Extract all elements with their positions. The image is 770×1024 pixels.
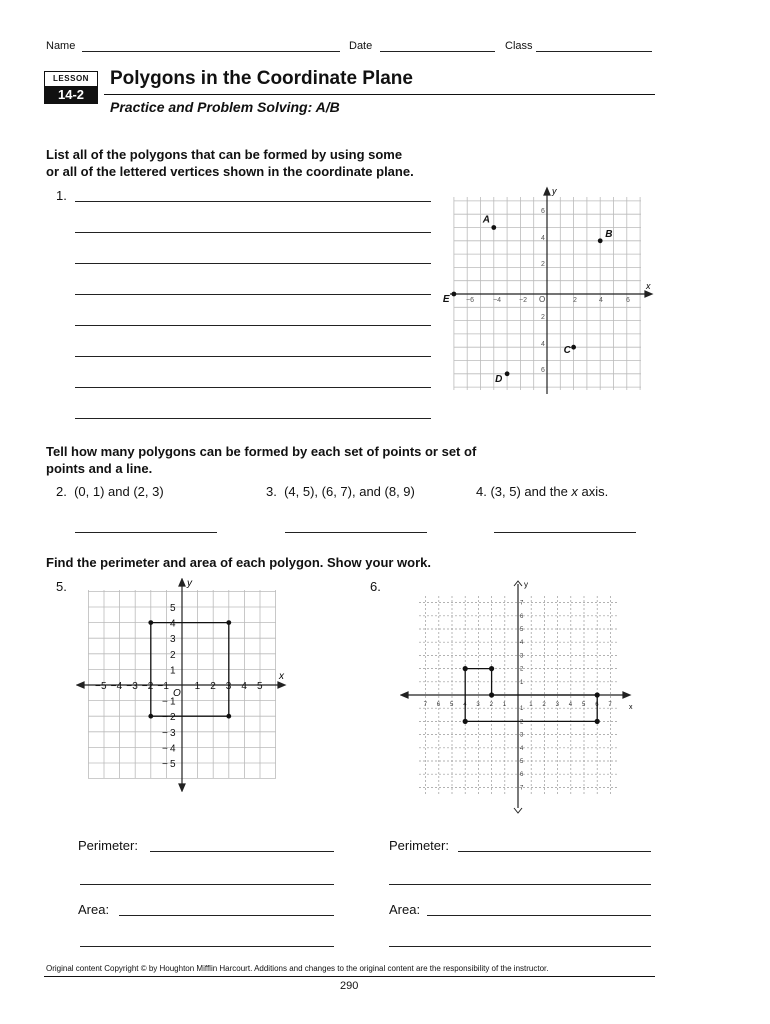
minus-sign: − (162, 696, 168, 708)
copyright-text: Original content Copyright © by Houghton Mifflin Harcourt. Additions and changes to the original content are the responsibility of the instructor. (46, 964, 549, 973)
y-axis-arrow-down-icon (514, 808, 522, 813)
y-tick-label: 5 (520, 759, 524, 765)
minus-sign: − (110, 681, 117, 692)
x-tick-label: 1 (194, 681, 201, 692)
class-label: Class (505, 40, 533, 52)
x-axis-arrow-left-icon (77, 682, 84, 688)
x-tick-label: 1 (529, 702, 533, 708)
answer-line[interactable] (75, 387, 431, 388)
x-axis-arrow-left-icon (401, 692, 408, 698)
vertex-label-d: D (495, 373, 503, 385)
x-tick-label: 1 (502, 702, 507, 708)
perimeter-field-5[interactable] (150, 851, 334, 852)
y-tick-label: 4 (541, 341, 545, 348)
polygon-vertex (489, 666, 494, 671)
vertex-label-b: B (605, 228, 613, 240)
item-number-1: 1. (56, 188, 67, 203)
lesson-number: 14-2 (44, 86, 98, 104)
item-4-text-post: axis. (577, 484, 609, 499)
y-tick-label: 6 (541, 367, 545, 374)
answer-line[interactable] (75, 356, 431, 357)
x-tick-label: 2 (210, 681, 216, 692)
y-tick-label: 1 (520, 706, 524, 713)
y-axis-arrow-down-icon (179, 784, 185, 791)
origin-label: O (539, 295, 546, 304)
item-2-number: 2. (56, 484, 67, 499)
answer-line-2[interactable] (75, 532, 217, 533)
x-tick-label: 4 (568, 702, 573, 708)
name-label: Name (46, 40, 76, 52)
axis-y-label: y (524, 580, 528, 589)
answer-line[interactable] (75, 418, 431, 419)
y-tick-label: 3 (520, 732, 524, 739)
y-tick-label: 2 (541, 261, 545, 268)
y-tick-label: 6 (520, 613, 524, 620)
polygon-vertex (463, 719, 468, 724)
x-axis-arrow-icon (645, 291, 652, 297)
y-tick-label: 4 (170, 743, 176, 755)
vertex-label-e: E (442, 294, 450, 305)
polygon-vertex (148, 714, 153, 719)
perimeter-label-5: Perimeter: (78, 838, 138, 853)
vertex-label-a: A (482, 214, 491, 226)
item-2-text: (0, 1) and (2, 3) (74, 484, 164, 499)
minus-sign: − (157, 681, 164, 692)
y-tick-label: 1 (520, 679, 524, 686)
x-tick-label: 6 (626, 297, 630, 304)
x-tick-label: 5 (450, 702, 454, 708)
answer-line[interactable] (75, 232, 431, 233)
minus-sign: − (162, 712, 168, 724)
polygon-vertex (595, 719, 600, 724)
date-field[interactable] (380, 51, 495, 52)
minus-sign: − (162, 727, 168, 739)
y-tick-label: 1 (170, 665, 176, 677)
section3-instruction: Find the perimeter and area of each polygon. Show your work. (46, 555, 432, 570)
minus-sign: − (126, 681, 133, 692)
item-4-text-pre: (3, 5) and the (490, 484, 572, 499)
work-line-6b[interactable] (389, 946, 651, 947)
y-tick-label: 2 (520, 719, 524, 726)
lesson-badge-label: LESSON (44, 71, 98, 87)
answer-line-4[interactable] (494, 532, 636, 533)
y-tick-label: 2 (170, 712, 176, 724)
polygon-vertex (148, 620, 153, 625)
vertex-point-b (598, 238, 603, 243)
y-tick-label: 1 (170, 696, 176, 708)
polygon-vertex (226, 620, 231, 625)
section1-instruction-line1: List all of the polygons that can be formed by using some (46, 147, 403, 162)
x-tick-label: 5 (101, 681, 107, 692)
section2-instruction-line1: Tell how many polygons can be formed by each set of points or set of (46, 444, 477, 459)
coordinate-plane-6 (400, 578, 635, 818)
name-field[interactable] (82, 51, 340, 52)
area-field-6[interactable] (427, 915, 651, 916)
area-label-5: Area: (78, 902, 110, 917)
answer-line[interactable] (75, 201, 431, 202)
polygon-vertex (595, 692, 600, 697)
page-title: Polygons in the Coordinate Plane (110, 68, 413, 89)
x-tick-label: 4 (241, 681, 247, 692)
x-tick-label: 2 (573, 297, 577, 304)
perimeter-label-6: Perimeter: (389, 838, 449, 853)
x-tick-label: 5 (257, 681, 263, 692)
y-tick-label: 6 (520, 772, 524, 779)
answer-line-3[interactable] (285, 532, 427, 533)
x-tick-label: 4 (116, 681, 123, 692)
axis-y-label: y (187, 578, 192, 589)
x-tick-label: 7 (608, 702, 612, 708)
y-tick-label: 2 (520, 666, 524, 673)
footer-rule (44, 976, 655, 977)
x-tick-label: 6 (436, 702, 441, 708)
y-tick-label: 7 (520, 785, 524, 792)
x-tick-label: −6 (466, 297, 474, 304)
y-tick-label: 4 (170, 618, 176, 630)
item-number-6: 6. (370, 579, 381, 594)
minus-sign: − (95, 681, 101, 692)
x-tick-label: 2 (542, 702, 546, 708)
title-rule (104, 94, 655, 95)
x-tick-label: 4 (463, 702, 467, 708)
item-3 (266, 484, 415, 499)
minus-sign: − (162, 743, 168, 755)
polygon-vertex (226, 714, 231, 719)
area-field-5[interactable] (119, 915, 334, 916)
y-tick-label: 4 (520, 640, 524, 647)
x-tick-label: −2 (519, 297, 527, 304)
section2-instruction-line2: points and a line. (46, 461, 153, 476)
vertex-point-a (491, 225, 496, 230)
origin-label: O (173, 688, 181, 699)
x-tick-label: 3 (476, 702, 480, 708)
x-tick-label: 2 (489, 702, 493, 708)
item-4-text-var: x (571, 484, 578, 499)
item-4-number: 4. (476, 484, 487, 499)
answer-line[interactable] (75, 294, 431, 295)
page-number: 290 (340, 980, 359, 992)
item-4 (476, 484, 608, 499)
item-2 (56, 484, 164, 499)
y-tick-label: 3 (170, 634, 176, 646)
x-tick-label: 1 (163, 681, 169, 692)
area-label-6: Area: (389, 902, 421, 917)
x-axis-arrow-icon (278, 682, 285, 688)
y-tick-label: 6 (541, 208, 545, 215)
x-tick-label: 3 (555, 702, 559, 708)
vertex-label-c: C (563, 345, 571, 357)
vertex-point-c (571, 345, 576, 350)
y-tick-label: 2 (541, 314, 545, 321)
y-tick-label: 4 (520, 745, 524, 752)
perimeter-field-6[interactable] (458, 851, 651, 852)
class-field[interactable] (536, 51, 652, 52)
date-label: Date (349, 40, 373, 52)
y-tick-label: 2 (170, 649, 176, 661)
y-tick-label: 5 (520, 627, 524, 633)
x-tick-label: 5 (582, 702, 586, 708)
answer-line[interactable] (75, 325, 431, 326)
x-tick-label: 2 (147, 681, 154, 692)
work-line-5[interactable] (80, 884, 334, 885)
item-3-text: (4, 5), (6, 7), and (8, 9) (284, 484, 415, 499)
answer-line[interactable] (75, 263, 431, 264)
axis-x-label: x (279, 671, 284, 682)
y-tick-label: 4 (541, 235, 545, 242)
coordinate-plane-1 (440, 185, 655, 400)
axis-x-label: x (629, 704, 633, 711)
x-tick-label: 6 (595, 702, 599, 708)
x-tick-label: 3 (225, 681, 232, 692)
x-tick-label: −4 (493, 297, 501, 304)
item-number-5: 5. (56, 579, 67, 594)
coordinate-plane-5 (76, 578, 288, 792)
y-axis-arrow-icon (179, 579, 185, 586)
minus-sign: − (162, 759, 168, 770)
item-3-number: 3. (266, 484, 277, 499)
axis-y-label: y (552, 186, 557, 196)
y-tick-label: 5 (170, 603, 176, 614)
work-line-5b[interactable] (80, 946, 334, 947)
polygon-vertex (489, 692, 494, 697)
section1-instruction-line2: or all of the lettered vertices shown in the coordinate plane. (46, 164, 414, 179)
x-tick-label: 4 (599, 297, 603, 304)
minus-sign: − (141, 681, 148, 692)
y-tick-label: 5 (170, 759, 176, 770)
y-tick-label: 3 (170, 727, 176, 739)
x-axis-arrow-icon (623, 692, 630, 698)
x-tick-label: 7 (423, 702, 427, 708)
y-tick-label: 3 (520, 653, 524, 660)
vertex-point-d (505, 371, 510, 376)
polygon-vertex (463, 666, 468, 671)
axis-x-label: x (646, 281, 651, 291)
x-tick-label: 3 (132, 681, 138, 692)
y-axis-arrow-icon (544, 188, 550, 195)
y-tick-label: 7 (520, 600, 524, 607)
page-subtitle: Practice and Problem Solving: A/B (110, 99, 340, 115)
vertex-point-e (452, 292, 457, 297)
work-line-6[interactable] (389, 884, 651, 885)
